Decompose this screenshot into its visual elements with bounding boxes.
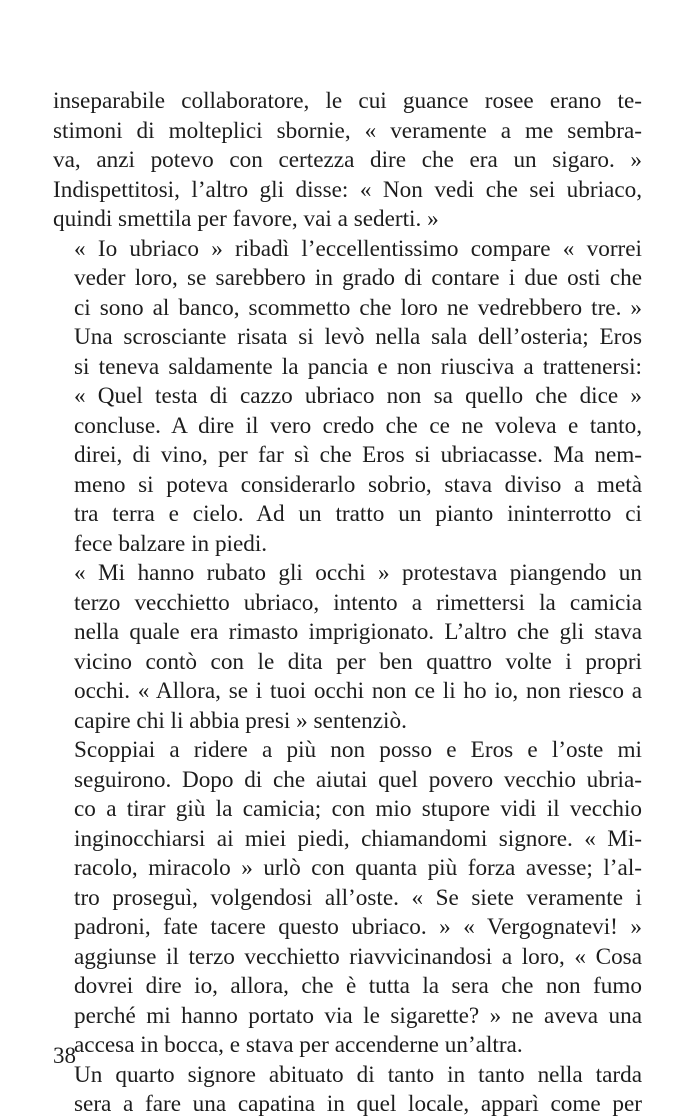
text-line: « Io ubriaco » ribadì l’eccellentissimo compare « vorrei xyxy=(74,235,642,262)
text-line: perché mi hanno portato via le sigarette? » ne aveva una xyxy=(74,1002,642,1029)
text-line: si teneva saldamente la pancia e non riusciva a trattenersi: xyxy=(74,353,642,380)
text-line: ci sono al banco, scommetto che loro ne vedrebbero tre. » xyxy=(74,294,642,321)
paragraph xyxy=(53,87,642,235)
text-line: Scoppiai a ridere a più non posso e Eros e l’oste mi xyxy=(74,737,642,763)
text-line: accesa in bocca, e stava per accenderne un’altra. xyxy=(74,1032,523,1058)
text-line: inginocchiarsi ai miei piedi, chiamandomi signore. « Mi- xyxy=(74,825,642,852)
text-line: seguirono. Dopo di che aiutai quel povero vecchio ubria- xyxy=(74,766,642,793)
text-line: « Mi hanno rubato gli occhi » protestava piangendo un xyxy=(74,560,642,586)
text-line: aggiunse il terzo vecchietto riavvicinandosi a loro, « Cosa xyxy=(74,943,642,970)
paragraph xyxy=(53,736,642,1061)
text-line: fece balzare in piedi. xyxy=(74,530,268,557)
text-line: tro proseguì, volgendosi all’oste. « Se siete veramente i xyxy=(74,884,642,911)
text-line: sera a fare una capatina in quel locale, apparì come per xyxy=(74,1091,642,1117)
text-line: racolo, miracolo » urlò con quanta più forza avesse; l’al- xyxy=(74,855,642,881)
text-line: meno si poteva considerarlo sobrio, stava diviso a metà xyxy=(74,471,642,498)
text-line: dovrei dire io, allora, che è tutta la sera che non fumo xyxy=(74,973,642,999)
text-line: Una scrosciante risata si levò nella sala dell’osteria; Eros xyxy=(74,324,642,350)
page-number: 38 xyxy=(53,1043,76,1068)
body-text xyxy=(53,87,642,1120)
text-line: capire chi li abbia presi » sentenziò. xyxy=(74,707,407,734)
text-line: concluse. A dire il vero credo che ce ne voleva e tanto, xyxy=(74,412,642,439)
text-line: occhi. « Allora, se i tuoi occhi non ce li ho io, non riesco a xyxy=(74,678,642,704)
text-line: tra terra e cielo. Ad un tratto un pianto ininterrotto ci xyxy=(74,501,642,527)
text-line: stimoni di molteplici sbornie, « veramente a me sembra- xyxy=(53,117,642,144)
paragraph xyxy=(53,1061,642,1120)
text-line: co a tirar giù la camicia; con mio stupore vidi il vecchio xyxy=(74,796,642,822)
text-line: « Quel testa di cazzo ubriaco non sa quello che dice » xyxy=(74,383,642,409)
text-line: nella quale era rimasto imprigionato. L’altro che gli stava xyxy=(74,619,642,645)
text-line: inseparabile collaboratore, le cui guance rosee erano te- xyxy=(53,88,642,114)
text-line: vicino contò con le dita per ben quattro volte i propri xyxy=(74,648,642,675)
text-line: va, anzi potevo con certezza dire che era un sigaro. » xyxy=(53,147,642,173)
paragraph xyxy=(53,235,642,560)
text-line: direi, di vino, per far sì che Eros si ubriacasse. Ma nem- xyxy=(74,442,642,468)
text-line: padroni, fate tacere questo ubriaco. » « Vergognatevi! » xyxy=(74,914,642,940)
text-line: quindi smettila per favore, vai a sederti. » xyxy=(53,206,439,232)
paragraph xyxy=(53,559,642,736)
text-line: Un quarto signore abituato di tanto in tanto nella tarda xyxy=(74,1061,642,1088)
text-line: terzo vecchietto ubriaco, intento a rimettersi la camicia xyxy=(74,589,642,616)
text-line: veder loro, se sarebbero in grado di contare i due osti che xyxy=(74,265,642,291)
text-line: Indispettitosi, l’altro gli disse: « Non vedi che sei ubriaco, xyxy=(53,176,642,203)
